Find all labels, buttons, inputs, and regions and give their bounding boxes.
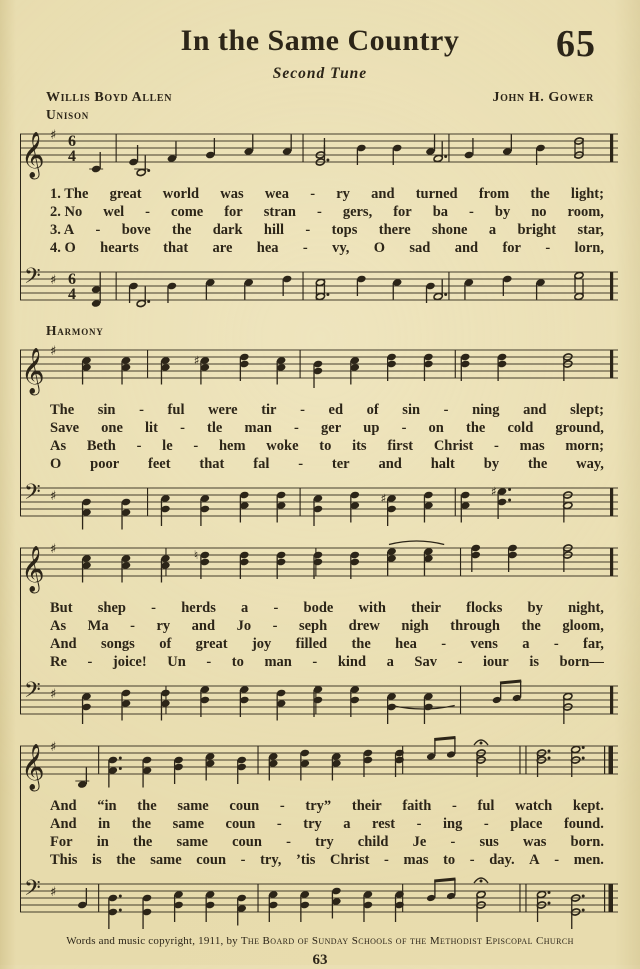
lyric-token: - <box>401 420 407 436</box>
lyric-token: come <box>171 204 204 220</box>
lyrics-line <box>50 419 604 437</box>
lyric-token: 3. A <box>50 222 75 238</box>
treble-staff <box>20 122 620 182</box>
lyric-token: fal <box>253 456 270 472</box>
lyric-token: halt <box>430 456 455 472</box>
lyric-token: try” <box>305 798 332 814</box>
verse-lyrics-2 <box>50 401 604 473</box>
lyric-token: lit <box>145 420 158 436</box>
lyric-token: man <box>264 654 292 670</box>
lyric-token: try <box>303 816 322 832</box>
lyric-token: is <box>529 654 539 670</box>
lyric-token: ground, <box>555 420 604 436</box>
lyrics-line <box>50 203 604 221</box>
author-credit: Willis Boyd Allen <box>46 90 173 105</box>
lyrics-line <box>50 851 604 869</box>
lyric-token: a <box>343 816 351 832</box>
lyric-token: watch <box>515 798 553 814</box>
lyric-token: nigh <box>401 618 429 634</box>
copyright-prefix: Words and music copyright, 1911, by <box>66 935 241 947</box>
lyric-token: ter <box>331 456 350 472</box>
lyric-token: coun <box>229 798 260 814</box>
lyric-token: in <box>98 816 111 832</box>
lyric-token: - <box>443 402 449 418</box>
lyric-token: tops <box>331 222 358 238</box>
lyric-token: by <box>494 204 511 220</box>
music-system-2 <box>20 338 620 536</box>
lyric-token: and <box>378 456 402 472</box>
lyric-token: wea <box>264 186 289 202</box>
lyric-token: coun <box>225 816 256 832</box>
lyric-token: shone <box>432 222 468 238</box>
lyric-token: bove <box>121 222 151 238</box>
lyric-token: - <box>279 798 285 814</box>
lyric-token: But <box>50 600 73 616</box>
lyric-token: way, <box>576 456 604 472</box>
lyric-token: kept. <box>572 798 604 814</box>
lyric-token: room, <box>567 204 604 220</box>
lyric-token: - <box>145 204 151 220</box>
lyric-token: Christ <box>329 852 370 868</box>
lyric-token: rest <box>372 816 396 832</box>
lyric-token: 1. The <box>50 186 89 202</box>
lyric-token: Un <box>167 654 186 670</box>
lyric-token: the <box>351 636 371 652</box>
lyric-token: - <box>554 852 560 868</box>
lyric-token: - <box>273 600 279 616</box>
lyric-token: the <box>466 420 486 436</box>
svg-text:4: 4 <box>68 286 76 303</box>
svg-text:𝄢: 𝄢 <box>24 480 41 510</box>
lyrics-line <box>50 617 604 635</box>
lyrics-line <box>50 239 604 257</box>
lyric-token: world <box>162 186 200 202</box>
lyric-token: le <box>162 438 173 454</box>
lyric-token: great <box>109 186 142 202</box>
lyric-token: O <box>373 240 386 256</box>
lyric-token: the <box>116 852 136 868</box>
lyric-token: ful <box>167 402 185 418</box>
system-1-music <box>20 122 620 320</box>
lyric-token: “in <box>97 798 117 814</box>
svg-text:♮: ♮ <box>193 548 199 562</box>
svg-text:𝄢: 𝄢 <box>24 264 41 294</box>
lyric-token: For <box>50 834 73 850</box>
lyrics-line <box>50 833 604 851</box>
lyric-token: Sav <box>414 654 437 670</box>
lyric-token: - <box>416 816 422 832</box>
lyric-token: far, <box>583 636 604 652</box>
lyric-token: flocks <box>466 600 503 616</box>
lyric-token: - <box>206 654 212 670</box>
lyric-token: - <box>95 222 101 238</box>
svg-text:𝄢: 𝄢 <box>24 876 41 906</box>
svg-text:♯: ♯ <box>50 885 57 900</box>
lyric-token: Christ <box>433 438 474 454</box>
lyrics-line <box>50 455 604 473</box>
lyric-token: of <box>366 402 379 418</box>
lyric-token: ger <box>321 420 342 436</box>
lyric-token: is <box>92 852 102 868</box>
treble-staff <box>20 536 620 596</box>
lyric-token: a <box>241 600 249 616</box>
lyric-token: tle <box>207 420 223 436</box>
lyric-token: the <box>131 816 152 832</box>
lyric-token: - <box>300 402 305 418</box>
lyric-token: - <box>494 438 499 454</box>
svg-text:♯: ♯ <box>50 740 57 755</box>
credits-row <box>46 90 594 106</box>
lyric-token: - <box>130 618 135 634</box>
lyric-token: As <box>50 618 67 634</box>
lyric-token: a <box>386 654 394 670</box>
lyric-token: And <box>50 798 77 814</box>
lyric-token: - <box>240 852 246 868</box>
system-2-music <box>20 338 620 536</box>
treble-staff <box>20 338 620 398</box>
lyric-token: 4. O <box>50 240 76 256</box>
lyric-token: was <box>220 186 244 202</box>
lyric-token: with <box>358 600 386 616</box>
lyric-token: Jo <box>236 618 252 634</box>
lyric-token: - <box>457 654 463 670</box>
lyric-token: are <box>212 240 233 256</box>
lyric-token: - <box>441 636 447 652</box>
lyric-token: on <box>428 420 444 436</box>
lyric-token: coun <box>196 852 227 868</box>
lyric-token: great <box>195 636 228 652</box>
lyric-token: sus <box>479 834 499 850</box>
lyric-token: dark <box>212 222 243 238</box>
lyrics-line <box>50 599 604 617</box>
svg-text:♯: ♯ <box>380 491 387 506</box>
music-system-4 <box>20 734 620 932</box>
lyric-token: vens <box>470 636 498 652</box>
svg-text:𝄞: 𝄞 <box>21 132 45 178</box>
lyric-token: feet <box>148 456 171 472</box>
lyric-token: - <box>302 240 308 256</box>
lyric-token: - <box>136 438 142 454</box>
verse-lyrics-1 <box>50 185 604 257</box>
lyric-token: the <box>530 186 550 202</box>
lyric-token: - <box>310 186 316 202</box>
lyric-token: lorn, <box>574 240 604 256</box>
lyric-token: cold <box>507 420 534 436</box>
lyric-token: ning <box>472 402 500 418</box>
lyric-token: men. <box>573 852 604 868</box>
lyric-token: Re <box>50 654 67 670</box>
lyric-token: the <box>132 834 153 850</box>
lyric-token: - <box>384 852 389 868</box>
lyric-token: found. <box>563 816 604 832</box>
lyric-token: - <box>286 834 291 850</box>
lyric-token: Beth <box>86 438 116 454</box>
lyric-token: place <box>510 816 543 832</box>
lyric-token: and <box>371 186 395 202</box>
lyric-token: Ma <box>87 618 109 634</box>
lyric-token: ’tis <box>296 852 316 868</box>
lyric-token: Je <box>412 834 427 850</box>
lyric-token: up <box>363 420 380 436</box>
lyric-token: The <box>50 402 75 418</box>
svg-text:𝄞: 𝄞 <box>21 348 45 394</box>
lyric-token: ba <box>432 204 449 220</box>
lyric-token: 2. No <box>50 204 83 220</box>
lyric-token: faith <box>402 798 432 814</box>
svg-text:♯: ♯ <box>50 489 57 504</box>
lyric-token: - <box>305 222 311 238</box>
lyrics-line <box>50 635 604 653</box>
lyric-token: day. <box>489 852 515 868</box>
music-system-1 <box>20 107 620 320</box>
lyric-token: light; <box>570 186 604 202</box>
system-4-music <box>20 734 620 932</box>
lyric-token: the <box>521 618 541 634</box>
page-number: 63 <box>312 952 328 968</box>
unison-label: Unison <box>46 107 90 122</box>
lyrics-line <box>50 653 604 671</box>
lyric-token: their <box>411 600 441 616</box>
lyrics-line <box>50 437 604 455</box>
lyric-token: were <box>208 402 238 418</box>
lyric-token: there <box>378 222 411 238</box>
lyric-token: - <box>553 636 559 652</box>
lyric-token: - <box>469 852 475 868</box>
lyric-token: joy <box>251 636 272 652</box>
lyric-token: to <box>319 438 332 454</box>
lyric-token: mas <box>403 852 429 868</box>
bass-staff <box>20 872 620 932</box>
bass-staff <box>20 476 620 536</box>
lyric-token: O <box>50 456 62 472</box>
lyric-token: sin <box>402 402 421 418</box>
lyric-token: from <box>478 186 510 202</box>
hymn-number: 65 <box>556 23 596 65</box>
lyric-token: - <box>87 654 93 670</box>
page-header <box>0 0 640 106</box>
lyric-token: child <box>357 834 389 850</box>
lyric-token: mas <box>519 438 545 454</box>
lyric-token: A <box>529 852 540 868</box>
lyric-token: in <box>96 834 109 850</box>
lyric-token: - <box>298 456 304 472</box>
lyric-token: seph <box>298 618 328 634</box>
tune-subtitle: Second Tune <box>272 65 368 82</box>
lyric-token: turned <box>415 186 458 202</box>
svg-text:𝄢: 𝄢 <box>24 678 41 708</box>
lyric-token: songs <box>100 636 135 652</box>
lyric-token: joice! <box>112 654 147 670</box>
lyric-token: ry <box>156 618 171 634</box>
lyric-token: wel <box>103 204 125 220</box>
lyric-token: sad <box>409 240 431 256</box>
lyric-token: vy, <box>332 240 350 256</box>
lyric-token: filled <box>295 636 328 652</box>
svg-text:𝄞: 𝄞 <box>21 744 45 790</box>
lyric-token: Save <box>50 420 79 436</box>
lyric-token: that <box>199 456 225 472</box>
lyric-token: - <box>483 816 489 832</box>
system-3-music <box>20 536 620 734</box>
lyric-token: same <box>176 834 208 850</box>
lyric-token: and <box>454 240 479 256</box>
lyric-token: slept; <box>570 402 604 418</box>
svg-text:♯: ♯ <box>50 687 57 702</box>
lyric-token: stran <box>263 204 296 220</box>
lyric-token: was <box>523 834 547 850</box>
page-title: In the Same Country <box>180 24 460 57</box>
lyrics-line <box>50 797 604 815</box>
lyric-token: - <box>312 654 318 670</box>
lyric-token: a <box>488 222 497 238</box>
lyric-token: to <box>443 852 456 868</box>
lyric-token: And <box>50 816 77 832</box>
lyric-token: the <box>172 222 192 238</box>
lyric-token: ful <box>477 798 495 814</box>
svg-text:♯: ♯ <box>193 353 200 368</box>
bass-staff <box>20 674 620 734</box>
lyrics-line <box>50 185 604 203</box>
lyric-token: kind <box>337 654 367 670</box>
lyric-token: hem <box>218 438 246 454</box>
lyric-token: that <box>163 240 189 256</box>
lyric-token: This <box>50 852 78 868</box>
lyric-token: - <box>294 420 299 436</box>
lyric-token: woke <box>266 438 299 454</box>
lyric-token: - <box>469 204 474 220</box>
lyric-token: and <box>191 618 216 634</box>
lyric-token: - <box>452 798 457 814</box>
lyric-token: same <box>172 816 205 832</box>
lyric-token: ry <box>336 186 350 202</box>
verse-lyrics-4 <box>50 797 604 869</box>
copyright-org: The Board of Sunday Schools of the Methodist Episcopal Church <box>240 935 574 947</box>
lyrics-line <box>50 815 604 833</box>
svg-text:♯: ♯ <box>50 128 57 143</box>
lyric-token: - <box>450 834 456 850</box>
lyric-token: try, <box>260 852 282 868</box>
lyric-token: hea <box>256 240 279 256</box>
lyric-token: ing <box>443 816 463 832</box>
svg-text:♯: ♯ <box>491 484 497 499</box>
lyric-token: As <box>50 438 67 454</box>
lyric-token: born. <box>570 834 604 850</box>
lyric-token: night, <box>568 600 604 616</box>
lyric-token: - <box>316 204 322 220</box>
lyric-token: gers, <box>342 204 373 220</box>
lyric-token: and <box>523 402 547 418</box>
lyric-token: its <box>352 438 367 454</box>
composer-credit: John H. Gower <box>492 90 594 105</box>
music-system-3 <box>20 536 620 734</box>
lyric-token: shep <box>97 600 126 616</box>
lyric-token: for <box>224 204 243 220</box>
svg-text:4: 4 <box>68 148 76 165</box>
lyrics-line <box>50 401 604 419</box>
lyric-token: tir <box>261 402 277 418</box>
lyric-token: no <box>531 204 547 220</box>
lyric-token: sin <box>97 402 116 418</box>
lyric-token: first <box>387 438 414 454</box>
lyric-token: hearts <box>100 240 139 256</box>
lyric-token: to <box>231 654 244 670</box>
svg-text:♯: ♯ <box>50 273 57 288</box>
lyric-token: - <box>272 618 278 634</box>
lyric-token: one <box>101 420 123 436</box>
lyric-token: - <box>139 402 144 418</box>
svg-text:♯: ♯ <box>50 542 57 557</box>
harmony-label: Harmony <box>46 323 104 338</box>
copyright-line <box>0 935 640 947</box>
lyric-token: hill <box>263 222 285 238</box>
lyric-token: man <box>244 420 272 436</box>
lyric-token: by <box>483 456 500 472</box>
lyric-token: drew <box>348 618 380 634</box>
lyric-token: - <box>545 240 551 256</box>
lyric-token: a <box>522 636 530 652</box>
svg-text:♯: ♯ <box>50 344 57 359</box>
lyric-token: ed <box>328 402 344 418</box>
lyric-token: - <box>276 816 282 832</box>
svg-text:6: 6 <box>68 133 76 150</box>
bass-staff <box>20 260 620 320</box>
lyric-token: bode <box>303 600 334 616</box>
lyric-token: for <box>393 204 412 220</box>
lyric-token: same <box>150 852 182 868</box>
lyric-token: same <box>177 798 209 814</box>
lyric-token: morn; <box>565 438 604 454</box>
svg-text:6: 6 <box>68 271 76 288</box>
verse-lyrics-3 <box>50 599 604 671</box>
treble-staff <box>20 734 620 794</box>
lyric-token: through <box>450 618 500 634</box>
lyric-token: their <box>351 798 382 814</box>
lyrics-line <box>50 221 604 239</box>
lyric-token: for <box>502 240 521 256</box>
lyric-token: hea <box>395 636 417 652</box>
lyric-token: - <box>193 438 199 454</box>
lyric-token: the <box>137 798 157 814</box>
lyric-token: of <box>159 636 172 652</box>
lyric-token: born— <box>559 654 604 670</box>
lyric-token: - <box>151 600 157 616</box>
lyric-token: bright <box>517 222 557 238</box>
lyric-token: - <box>180 420 185 436</box>
lyric-token: iour <box>482 654 509 670</box>
lyric-token: star, <box>577 222 604 238</box>
lyric-token: gloom, <box>562 618 604 634</box>
lyric-token: poor <box>90 456 120 472</box>
lyric-token: the <box>527 456 548 472</box>
lyric-token: by <box>527 600 543 616</box>
lyric-token: try <box>315 834 334 850</box>
lyric-token: coun <box>232 834 262 850</box>
lyric-token: herds <box>181 600 216 616</box>
lyric-token: And <box>50 636 77 652</box>
svg-text:𝄞: 𝄞 <box>21 546 45 592</box>
